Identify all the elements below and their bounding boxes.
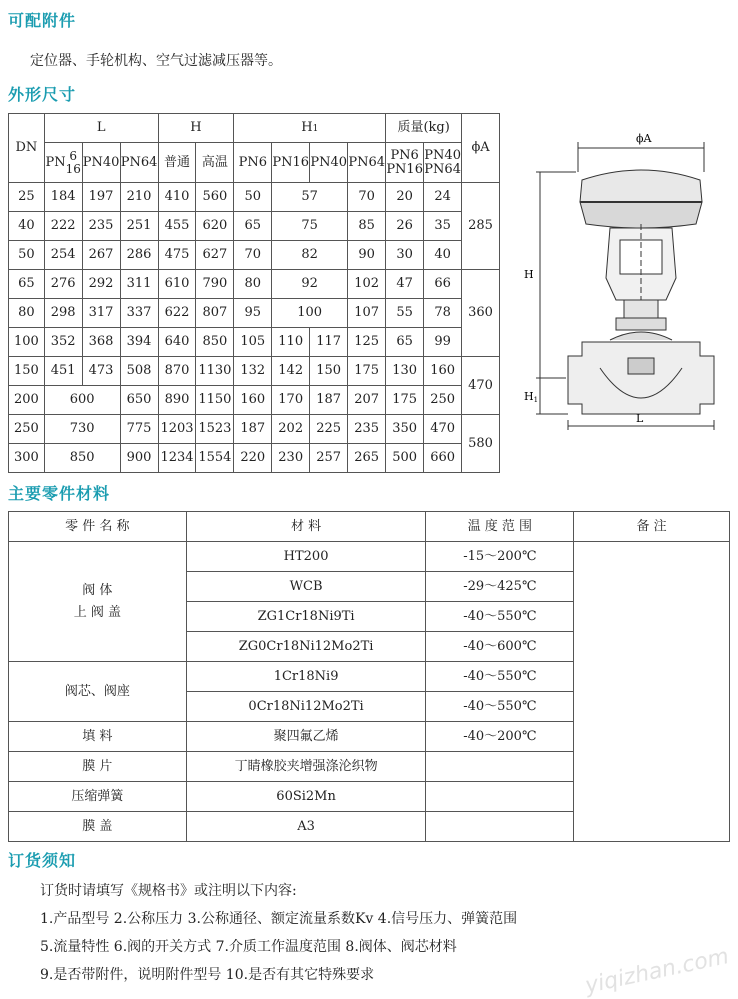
dimensions-table	[8, 113, 500, 473]
header-h1-pn40: PN40	[310, 143, 348, 183]
cell-remarks	[574, 542, 730, 842]
cell-mass-a: 26	[386, 212, 424, 241]
cell-material: 聚四氟乙烯	[186, 722, 426, 752]
cell-l-pn40: 368	[82, 328, 120, 357]
ordering-intro: 订货时请填写《规格书》或注明以下内容:	[40, 883, 297, 899]
cell-h-hightemp: 1150	[196, 386, 234, 415]
cell-h1-pn6: 50	[234, 183, 272, 212]
cell-h-normal: 622	[158, 299, 196, 328]
ordering-line-2: 5.流量特性 6.阀的开关方式 7.介质工作温度范围 8.阀体、阀芯材料	[40, 939, 457, 955]
header-h1: H1	[234, 114, 386, 143]
cell-h1-pn64: 85	[348, 212, 386, 241]
cell-h-normal: 1234	[158, 444, 196, 473]
cell-h1-pn6: 160	[234, 386, 272, 415]
cell-l-pn64: 337	[120, 299, 158, 328]
materials-table	[8, 511, 730, 842]
cell-material: 1Cr18Ni9	[186, 662, 426, 692]
cell-l-pn6-40: 850	[44, 444, 120, 473]
cell-h1-pn64: 90	[348, 241, 386, 270]
part-name-plug-seat: 阀芯、阀座	[9, 662, 187, 722]
cell-dn: 250	[9, 415, 45, 444]
cell-h1-pn40: 150	[310, 357, 348, 386]
cell-h1-pn6: 105	[234, 328, 272, 357]
cell-material: 60Si2Mn	[186, 782, 426, 812]
cell-l-pn40: 473	[82, 357, 120, 386]
header-mass: 质量(kg)	[386, 114, 462, 143]
cell-temp	[426, 782, 574, 812]
header-l-pn40: PN40	[82, 143, 120, 183]
cell-dn: 150	[9, 357, 45, 386]
table-row	[9, 328, 500, 357]
cell-h-hightemp: 1523	[196, 415, 234, 444]
header-h1-pn16: PN16	[272, 143, 310, 183]
cell-h-normal: 610	[158, 270, 196, 299]
cell-h1-pn64: 125	[348, 328, 386, 357]
cell-material: WCB	[186, 572, 426, 602]
cell-material: 0Cr18Ni12Mo2Ti	[186, 692, 426, 722]
section-title-ordering: 订货须知	[8, 851, 77, 870]
cell-h1-pn64: 107	[348, 299, 386, 328]
cell-h1-pn6: 220	[234, 444, 272, 473]
cell-l-pn64: 210	[120, 183, 158, 212]
cell-material: HT200	[186, 542, 426, 572]
cell-h1-pn16: 142	[272, 357, 310, 386]
cell-h1-pn16: 230	[272, 444, 310, 473]
cell-h1-pn6: 95	[234, 299, 272, 328]
header-material: 材 料	[186, 512, 426, 542]
cell-mass-b: 40	[424, 241, 462, 270]
header-h-hightemp: 高温	[196, 143, 234, 183]
cell-h1-pn64: 102	[348, 270, 386, 299]
cell-mass-b: 66	[424, 270, 462, 299]
cell-h1-pn64: 265	[348, 444, 386, 473]
cell-h-normal: 1203	[158, 415, 196, 444]
cell-h-hightemp: 1130	[196, 357, 234, 386]
cell-h1-pn16: 202	[272, 415, 310, 444]
part-name: 膜 盖	[9, 812, 187, 842]
cell-l-pn64: 311	[120, 270, 158, 299]
cell-h1-pn16-40: 75	[272, 212, 348, 241]
table-row	[9, 212, 500, 241]
cell-l-pn6-16: 298	[44, 299, 82, 328]
header-h: H	[158, 114, 234, 143]
cell-h1-pn40: 225	[310, 415, 348, 444]
cell-l-pn40: 292	[82, 270, 120, 299]
cell-l-pn40: 235	[82, 212, 120, 241]
cell-mass-a: 130	[386, 357, 424, 386]
cell-l-pn6-16: 451	[44, 357, 82, 386]
cell-mass-b: 660	[424, 444, 462, 473]
part-name: 膜 片	[9, 752, 187, 782]
diagram-label-l: L	[636, 412, 644, 425]
cell-l-pn64: 650	[120, 386, 158, 415]
cell-h1-pn40: 187	[310, 386, 348, 415]
section-title-accessories: 可配附件	[8, 11, 77, 30]
table-row	[9, 415, 500, 444]
cell-h-hightemp: 627	[196, 241, 234, 270]
cell-material: ZG1Cr18Ni9Ti	[186, 602, 426, 632]
cell-dn: 40	[9, 212, 45, 241]
header-temp-range: 温 度 范 围	[426, 512, 574, 542]
cell-h1-pn6: 65	[234, 212, 272, 241]
header-phi-a: ϕA	[462, 114, 500, 183]
cell-dn: 25	[9, 183, 45, 212]
cell-h-normal: 870	[158, 357, 196, 386]
cell-l-pn40: 197	[82, 183, 120, 212]
cell-phi-a: 580	[462, 415, 500, 473]
table-row	[9, 299, 500, 328]
cell-mass-a: 350	[386, 415, 424, 444]
diagram-label-h: H	[524, 268, 534, 281]
header-dn: DN	[9, 114, 45, 183]
cell-dn: 100	[9, 328, 45, 357]
cell-h-hightemp: 560	[196, 183, 234, 212]
cell-h-hightemp: 620	[196, 212, 234, 241]
cell-dn: 65	[9, 270, 45, 299]
cell-mass-a: 47	[386, 270, 424, 299]
header-mass-pn40-64: PN40 PN64	[424, 143, 462, 183]
table-row	[9, 241, 500, 270]
cell-l-pn6-16: 352	[44, 328, 82, 357]
cell-mass-b: 99	[424, 328, 462, 357]
table-row	[9, 270, 500, 299]
header-h1-pn6: PN6	[234, 143, 272, 183]
cell-temp: -40～550℃	[426, 602, 574, 632]
cell-h1-pn64: 235	[348, 415, 386, 444]
cell-mass-b: 78	[424, 299, 462, 328]
cell-temp: -40～600℃	[426, 632, 574, 662]
cell-l-pn6-16: 184	[44, 183, 82, 212]
cell-h-normal: 410	[158, 183, 196, 212]
cell-l-pn64: 251	[120, 212, 158, 241]
cell-mass-b: 35	[424, 212, 462, 241]
header-part-name: 零 件 名 称	[9, 512, 187, 542]
cell-h1-pn6: 187	[234, 415, 272, 444]
cell-h1-pn16-40: 100	[272, 299, 348, 328]
cell-l-pn64: 900	[120, 444, 158, 473]
table-row	[9, 183, 500, 212]
cell-l-pn64: 775	[120, 415, 158, 444]
cell-mass-a: 30	[386, 241, 424, 270]
cell-mass-b: 250	[424, 386, 462, 415]
cell-l-pn6-16: 254	[44, 241, 82, 270]
cell-l-pn6-16: 276	[44, 270, 82, 299]
cell-mass-a: 55	[386, 299, 424, 328]
cell-h-normal: 890	[158, 386, 196, 415]
cell-dn: 300	[9, 444, 45, 473]
table-row	[9, 357, 500, 386]
cell-h-normal: 455	[158, 212, 196, 241]
cell-h1-pn64: 70	[348, 183, 386, 212]
cell-h1-pn40: 257	[310, 444, 348, 473]
valve-diagram	[510, 128, 732, 438]
cell-h-hightemp: 1554	[196, 444, 234, 473]
cell-h1-pn6: 132	[234, 357, 272, 386]
table-row	[9, 386, 500, 415]
cell-temp: -29～425℃	[426, 572, 574, 602]
cell-h1-pn16: 170	[272, 386, 310, 415]
cell-l-pn40: 267	[82, 241, 120, 270]
cell-dn: 50	[9, 241, 45, 270]
header-mass-pn6-16: PN6 PN16	[386, 143, 424, 183]
cell-material: 丁睛橡胶夹增强涤沦织物	[186, 752, 426, 782]
table-row	[9, 444, 500, 473]
cell-h1-pn6: 70	[234, 241, 272, 270]
cell-mass-a: 500	[386, 444, 424, 473]
cell-dn: 80	[9, 299, 45, 328]
cell-h-hightemp: 850	[196, 328, 234, 357]
cell-mass-b: 24	[424, 183, 462, 212]
cell-l-pn6-16: 222	[44, 212, 82, 241]
accessories-text: 定位器、手轮机构、空气过滤减压器等。	[30, 53, 282, 69]
header-h1-pn64: PN64	[348, 143, 386, 183]
cell-h1-pn16-40: 82	[272, 241, 348, 270]
cell-temp: -15～200℃	[426, 542, 574, 572]
cell-temp: -40～200℃	[426, 722, 574, 752]
cell-h1-pn64: 207	[348, 386, 386, 415]
cell-l-pn6-40: 600	[44, 386, 120, 415]
cell-h1-pn16-40: 92	[272, 270, 348, 299]
cell-mass-a: 175	[386, 386, 424, 415]
cell-h-normal: 475	[158, 241, 196, 270]
cell-mass-a: 65	[386, 328, 424, 357]
header-l: L	[44, 114, 158, 143]
cell-l-pn64: 286	[120, 241, 158, 270]
cell-material: A3	[186, 812, 426, 842]
cell-phi-a: 470	[462, 357, 500, 415]
section-title-dimensions: 外形尺寸	[8, 85, 77, 104]
cell-h1-pn16-40: 57	[272, 183, 348, 212]
cell-temp: -40～550℃	[426, 692, 574, 722]
cell-dn: 200	[9, 386, 45, 415]
table-row	[9, 542, 730, 572]
cell-mass-b: 160	[424, 357, 462, 386]
cell-mass-a: 20	[386, 183, 424, 212]
part-name: 压缩弹簧	[9, 782, 187, 812]
part-name: 填 料	[9, 722, 187, 752]
header-l-pn6-16: PN 6 16	[44, 143, 82, 183]
cell-phi-a: 360	[462, 270, 500, 357]
cell-h1-pn40: 117	[310, 328, 348, 357]
cell-h1-pn6: 80	[234, 270, 272, 299]
cell-l-pn6-40: 730	[44, 415, 120, 444]
cell-mass-b: 470	[424, 415, 462, 444]
cell-l-pn64: 394	[120, 328, 158, 357]
diagram-label-phi-a: ϕA	[636, 132, 652, 145]
cell-h1-pn64: 175	[348, 357, 386, 386]
cell-temp: -40～550℃	[426, 662, 574, 692]
cell-h1-pn16: 110	[272, 328, 310, 357]
header-remarks: 备 注	[574, 512, 730, 542]
watermark: yiqizhan.com	[582, 944, 732, 999]
cell-h-hightemp: 807	[196, 299, 234, 328]
section-title-materials: 主要零件材料	[8, 484, 111, 503]
cell-l-pn40: 317	[82, 299, 120, 328]
cell-material: ZG0Cr18Ni12Mo2Ti	[186, 632, 426, 662]
diagram-label-h1: H1	[524, 390, 539, 404]
cell-phi-a: 285	[462, 183, 500, 270]
cell-temp	[426, 812, 574, 842]
cell-h-normal: 640	[158, 328, 196, 357]
cell-h-hightemp: 790	[196, 270, 234, 299]
cell-temp	[426, 752, 574, 782]
ordering-line-3: 9.是否带附件，说明附件型号 10.是否有其它特殊要求	[40, 967, 375, 983]
part-name-body-bonnet: 阀 体 上 阀 盖	[9, 542, 187, 662]
ordering-line-1: 1.产品型号 2.公称压力 3.公称通径、额定流量系数Kv 4.信号压力、弹簧范围	[40, 911, 518, 927]
cell-l-pn64: 508	[120, 357, 158, 386]
header-l-pn64: PN64	[120, 143, 158, 183]
header-h-normal: 普通	[158, 143, 196, 183]
